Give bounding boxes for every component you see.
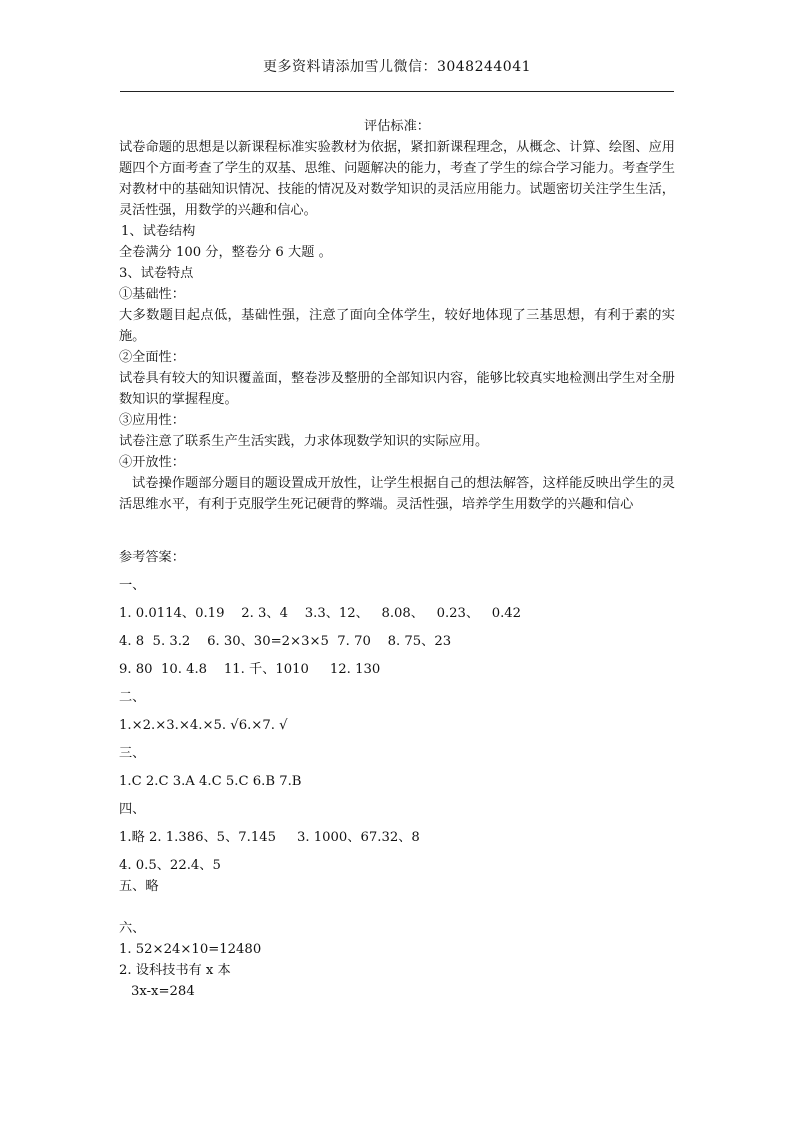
structure-text: 全卷满分 100 分，整卷分 6 大题 。 (119, 245, 332, 260)
section-6-line: 1. 52×24×10=12480 (119, 942, 262, 957)
answers-title: 参考答案： (119, 550, 185, 565)
feature-heading-applied: ③应用性： (119, 413, 185, 428)
header-divider (120, 91, 674, 92)
structure-heading: 1、试卷结构 (121, 224, 196, 239)
features-heading: 3、试卷特点 (119, 266, 194, 281)
answers-section (119, 547, 675, 1002)
section-4-line: 4. 0.5、22.4、5 (119, 858, 221, 873)
section-3-heading: 三、 (119, 746, 146, 761)
section-1-line: 4. 8 5. 3.2 6. 30、30=2×3×5 7. 70 8. 75、23 (119, 634, 452, 649)
section-1-heading: 一、 (119, 578, 146, 593)
feature-text-basic: 大多数题目起点低，基础性强，注意了面向全体学生，较好地体现了三基思想，有利于素的实施。 (119, 308, 675, 344)
feature-text-comprehensive: 试卷具有较大的知识覆盖面，整卷涉及整册的全部知识内容，能够比较真实地检测出学生对全册 数知识的掌握程度。 (119, 371, 675, 407)
feature-heading-basic: ①基础性： (119, 287, 185, 302)
section-2-heading: 二、 (119, 690, 146, 705)
section-6-line: 3x-x=284 (131, 984, 195, 999)
feature-heading-comprehensive: ②全面性： (119, 350, 185, 365)
section-4-line: 1.略 2. 1.386、5、7.145 3. 1000、67.32、8 (119, 830, 420, 845)
section-6-heading: 六、 (119, 921, 146, 936)
feature-text-open: 试卷操作题部分题目的题设置成开放性，让学生根据自己的想法解答，这样能反映出学生的灵活思维水平，有利于克服学生死记硬背的弊端。灵活性强，培养学生用数学的兴趣和信心 (119, 476, 675, 512)
section-3-line: 1.C 2.C 3.A 4.C 5.C 6.B 7.B (119, 774, 302, 789)
section-4-heading: 四、 (119, 802, 146, 817)
section-1-line: 1. 0.0114、0.19 2. 3、4 3.3、12、 8.08、 0.23、 0.42 (119, 606, 522, 621)
feature-heading-open: ④开放性： (119, 455, 185, 470)
document-body (119, 116, 675, 1002)
eval-title: 评估标准： (364, 119, 430, 134)
section-6-line: 2. 设科技书有 x 本 (119, 963, 231, 978)
section-1-line: 9. 80 10. 4.8 11. 千、1010 12. 130 (119, 662, 381, 677)
section-5-heading: 五、略 (119, 879, 159, 894)
page-header: 更多资料请添加雪儿微信：3048244041 (262, 59, 532, 75)
eval-intro: 试卷命题的思想是以新课程标准实验教材为依据，紧扣新课程理念，从概念、计算、绘图、应用题四个方面考查了学生的双基、思维、问题解决的能力，考查了学生的综合学习能力。考查学生对教材中的基础知识情况、技能的情况及对数学知识的灵活应用能力。试题密切关注学生生活，灵活性强，用数学的兴趣和信心。 (119, 140, 675, 218)
section-2-line: 1.×2.×3.×4.×5. √6.×7. √ (119, 718, 288, 733)
feature-text-applied: 试卷注意了联系生产生活实践，力求体现数学知识的实际应用。 (119, 434, 489, 449)
